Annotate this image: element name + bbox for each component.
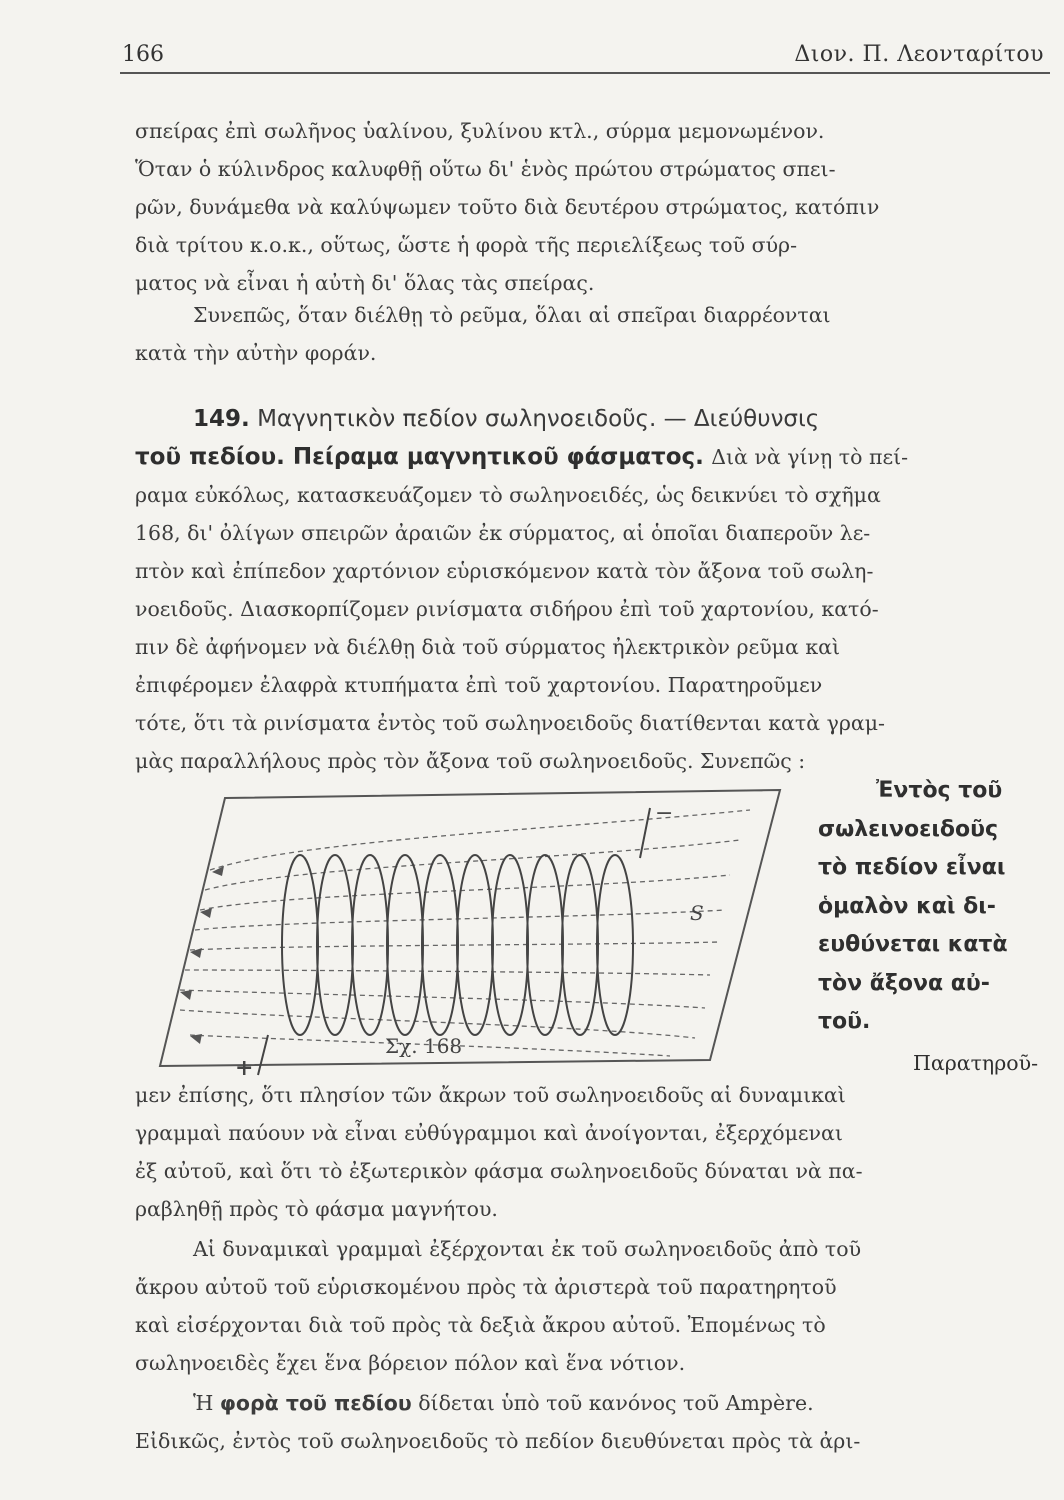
- para6-lead: Ἡ: [193, 1391, 214, 1415]
- running-head: Διον. Π. Λεονταρίτου: [794, 42, 1044, 67]
- page-header: [120, 30, 1050, 74]
- text-line: μεν ἐπίσης, ὅτι πλησίον τῶν ἄκρων τοῦ σωληνοειδοῦς αἱ δυναμικαὶ: [135, 1083, 846, 1107]
- label-plus: +: [235, 1055, 254, 1081]
- paragraph-5: [135, 1230, 1015, 1382]
- text-line: σωληνοειδὲς ἔχει ἕνα βόρειον πόλον καὶ ἕνα νότιον.: [135, 1351, 686, 1375]
- para6-bold: φορὰ τοῦ πεδίου: [219, 1391, 412, 1415]
- section-title-cont: τοῦ πεδίου. Πείραμα μαγνητικοῦ φάσματος.: [135, 444, 704, 470]
- label-s: S: [690, 901, 704, 925]
- text-line: τότε, ὅτι τὰ ρινίσματα ἐντὸς τοῦ σωληνοειδοῦς διατίθενται κατὰ γραμ-: [135, 711, 885, 735]
- text-line: ἐπιφέρομεν ἐλαφρὰ κτυπήματα ἐπὶ τοῦ χαρτονίου. Παρατηροῦμεν: [135, 673, 823, 697]
- sidebar-line: τὸν ἄξονα αὐ-: [818, 970, 990, 996]
- text-line: [135, 1384, 1015, 1422]
- paragraph-3-start: Παρατηροῦ-: [912, 1050, 1038, 1075]
- sidebar-line: τὸ πεδίον εἶναι: [818, 855, 1006, 880]
- sidebar-note: [818, 772, 1038, 1082]
- text-line: μὰς παραλλήλους πρὸς τὸν ἄξονα τοῦ σωληνοειδοῦς. Συνεπῶς :: [135, 749, 806, 773]
- section-number: 149.: [193, 406, 250, 432]
- text-line: 168, δι' ὀλίγων σπειρῶν ἀραιῶν ἐκ σύρματος, αἱ ὁποῖαι διαπεροῦν λε-: [135, 521, 871, 545]
- text-line: καὶ εἰσέρχονται διὰ τοῦ πρὸς τὰ δεξιὰ ἄκρου αὐτοῦ. Ἐπομένως τὸ: [135, 1313, 826, 1337]
- section-heading-line-2: [135, 438, 1015, 476]
- text-line: ἄκρου αὐτοῦ τοῦ εὑρισκομένου πρὸς τὰ ἀριστερὰ τοῦ παρατηρητοῦ: [135, 1275, 837, 1299]
- text-line: ραβληθῇ πρὸς τὸ φάσμα μαγνήτου.: [135, 1197, 498, 1221]
- label-minus: −: [655, 801, 674, 826]
- paragraph-2: [135, 296, 1015, 372]
- solenoid-diagram: [150, 780, 790, 1090]
- figure-168: [150, 780, 790, 1090]
- text-line: ραμα εὐκόλως, κατασκευάζομεν τὸ σωληνοειδές, ὡς δεικνύει τὸ σχῆμα: [135, 483, 881, 507]
- text-line: πτὸν καὶ ἐπίπεδον χαρτόνιον εὑρισκόμενον κατὰ τὸν ἄξονα τοῦ σωλη-: [135, 559, 874, 583]
- section-body: [135, 476, 1015, 780]
- page-number: 166: [122, 42, 164, 67]
- text-line: ματος νὰ εἶναι ἡ αὐτὴ δι' ὅλας τὰς σπείρας.: [135, 271, 595, 295]
- paragraph-1: [135, 112, 1015, 302]
- text-line: ἐξ αὐτοῦ, καὶ ὅτι τὸ ἐξωτερικὸν φάσμα σωληνοειδοῦς δύναται νὰ πα-: [135, 1159, 863, 1183]
- text-line: διὰ τρίτου κ.ο.κ., οὕτως, ὥστε ἡ φορὰ τῆς περιελίξεως τοῦ σύρ-: [135, 233, 798, 257]
- paragraph-6: [135, 1384, 1015, 1460]
- para6-rest: δίδεται ὑπὸ τοῦ κανόνος τοῦ Ampère.: [418, 1391, 814, 1415]
- text-line: ρῶν, δυνάμεθα νὰ καλύψωμεν τοῦτο διὰ δευτέρου στρώματος, κατόπιν: [135, 195, 880, 219]
- text-line: Αἱ δυναμικαὶ γραμμαὶ ἐξέρχονται ἐκ τοῦ σωληνοειδοῦς ἀπὸ τοῦ: [193, 1237, 862, 1261]
- figure-caption: Σχ. 168: [385, 1034, 463, 1058]
- sidebar-line: Ἐντὸς τοῦ: [876, 778, 1003, 803]
- text-line: νοειδοῦς. Διασκορπίζομεν ρινίσματα σιδήρου ἐπὶ τοῦ χαρτονίου, κατό-: [135, 597, 879, 621]
- text-line: Συνεπῶς, ὅταν διέλθῃ τὸ ρεῦμα, ὅλαι αἱ σπεῖραι διαρρέονται: [193, 303, 831, 327]
- text-line: Εἰδικῶς, ἐντὸς τοῦ σωληνοειδοῦς τὸ πεδίον διευθύνεται πρὸς τὰ ἀρι-: [135, 1429, 861, 1453]
- text-line: γραμμαὶ παύουν νὰ εἶναι εὐθύγραμμοι καὶ ἀνοίγονται, ἐξερχόμεναι: [135, 1121, 843, 1145]
- text-line: σπείρας ἐπὶ σωλῆνος ὑαλίνου, ξυλίνου κτλ., σύρμα μεμονωμένον.: [135, 119, 825, 143]
- sidebar-line: τοῦ.: [818, 1009, 871, 1034]
- text-line: Ὅταν ὁ κύλινδρος καλυφθῇ οὕτω δι' ἑνὸς πρώτου στρώματος σπει-: [135, 157, 836, 181]
- section-title: Μαγνητικὸν πεδίον σωληνοειδοῦς. — Διεύθυνσις: [257, 406, 820, 432]
- text-line: κατὰ τὴν αὐτὴν φοράν.: [135, 341, 377, 365]
- sidebar-line: ευθύνεται κατὰ: [818, 932, 1008, 957]
- section-first-line-rest: Διὰ νὰ γίνῃ τὸ πεί-: [711, 445, 909, 469]
- sidebar-line: ὁμαλὸν καὶ δι-: [818, 893, 996, 919]
- sidebar-line: σωλεινοειδοῦς: [818, 816, 999, 842]
- cardboard-sheet: [160, 790, 780, 1066]
- section-149: [135, 400, 1015, 780]
- paragraph-4: [135, 1076, 1015, 1228]
- text-line: πιν δὲ ἀφήνομεν νὰ διέλθῃ διὰ τοῦ σύρματος ἠλεκτρικὸν ρεῦμα καὶ: [135, 635, 841, 659]
- solenoid-coils: [282, 855, 633, 1035]
- section-heading-line-1: [135, 400, 1015, 438]
